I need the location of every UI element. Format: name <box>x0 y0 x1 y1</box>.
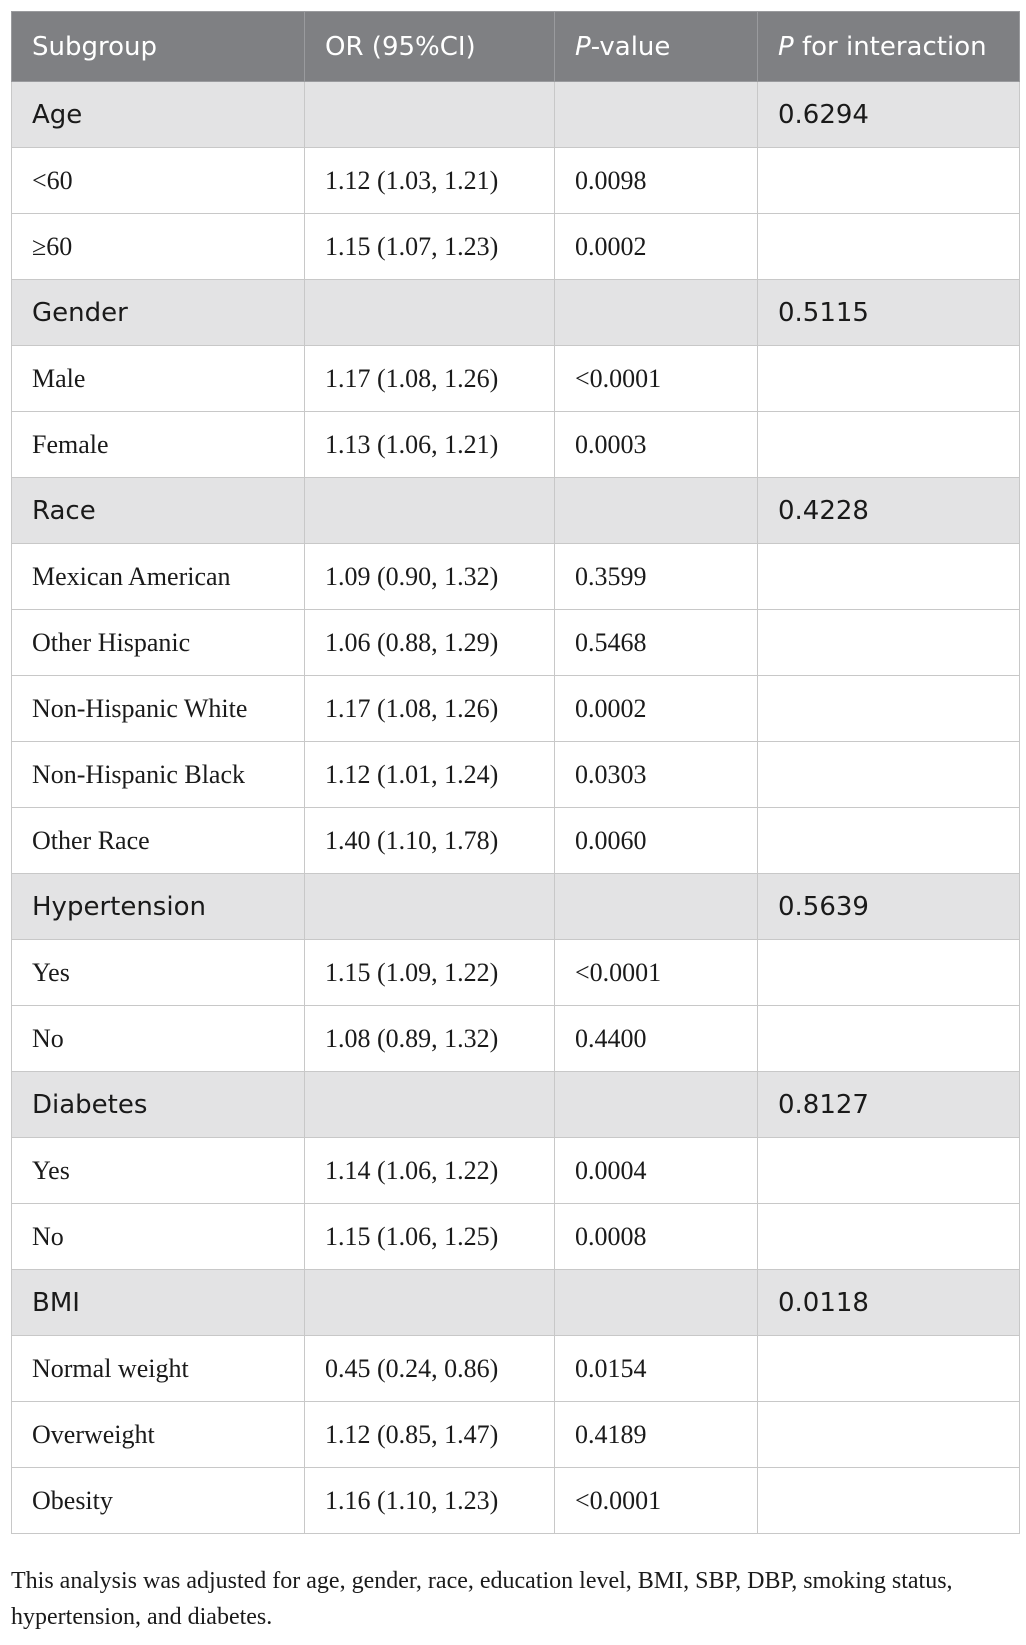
p-interaction-cell <box>758 1138 1020 1204</box>
subgroup-label-cell: Other Hispanic <box>12 610 305 676</box>
or-ci-cell: 1.15 (1.09, 1.22) <box>305 940 555 1006</box>
header-p-value-rest: -value <box>590 31 671 62</box>
group-row-diabetes <box>12 1072 1020 1138</box>
group-or-ci-cell <box>305 1270 555 1336</box>
subgroup-label-cell: Female <box>12 412 305 478</box>
subgroup-label-cell: No <box>12 1204 305 1270</box>
or-ci-cell: 1.06 (0.88, 1.29) <box>305 610 555 676</box>
group-or-ci-cell <box>305 1072 555 1138</box>
p-interaction-cell <box>758 346 1020 412</box>
or-ci-cell: 1.12 (1.01, 1.24) <box>305 742 555 808</box>
subgroup-label-cell: Non-Hispanic Black <box>12 742 305 808</box>
header-p-value-italic: P <box>575 31 591 62</box>
group-p-interaction-cell: 0.6294 <box>758 82 1020 148</box>
or-ci-cell: 1.13 (1.06, 1.21) <box>305 412 555 478</box>
p-interaction-cell <box>758 1468 1020 1534</box>
group-row-gender <box>12 280 1020 346</box>
or-ci-cell: 1.17 (1.08, 1.26) <box>305 676 555 742</box>
or-ci-cell: 1.15 (1.07, 1.23) <box>305 214 555 280</box>
table-header <box>12 12 1020 82</box>
group-p-value-cell <box>555 478 758 544</box>
header-row <box>12 12 1020 82</box>
group-name-cell: Hypertension <box>12 874 305 940</box>
p-interaction-cell <box>758 544 1020 610</box>
group-p-interaction-cell: 0.5115 <box>758 280 1020 346</box>
group-p-value-cell <box>555 82 758 148</box>
or-ci-cell: 1.16 (1.10, 1.23) <box>305 1468 555 1534</box>
p-value-cell: 0.0008 <box>555 1204 758 1270</box>
p-interaction-cell <box>758 742 1020 808</box>
group-or-ci-cell <box>305 478 555 544</box>
or-ci-cell: 1.40 (1.10, 1.78) <box>305 808 555 874</box>
table-row <box>12 610 1020 676</box>
p-value-cell: <0.0001 <box>555 346 758 412</box>
p-interaction-cell <box>758 610 1020 676</box>
group-name-cell: Age <box>12 82 305 148</box>
table-row <box>12 940 1020 1006</box>
group-p-interaction-cell: 0.0118 <box>758 1270 1020 1336</box>
p-interaction-cell <box>758 1402 1020 1468</box>
group-row-race <box>12 478 1020 544</box>
p-interaction-cell <box>758 676 1020 742</box>
table-row <box>12 808 1020 874</box>
group-or-ci-cell <box>305 874 555 940</box>
table-body <box>12 82 1020 1534</box>
table-row <box>12 544 1020 610</box>
or-ci-cell: 1.15 (1.06, 1.25) <box>305 1204 555 1270</box>
subgroup-label-cell: Other Race <box>12 808 305 874</box>
or-ci-cell: 1.17 (1.08, 1.26) <box>305 346 555 412</box>
table-row <box>12 412 1020 478</box>
table-row <box>12 214 1020 280</box>
p-value-cell: 0.0060 <box>555 808 758 874</box>
p-value-cell: 0.0303 <box>555 742 758 808</box>
table-row <box>12 1204 1020 1270</box>
header-or-ci: OR (95%CI) <box>305 12 555 82</box>
subgroup-label-cell: Non-Hispanic White <box>12 676 305 742</box>
subgroup-analysis-table <box>11 11 1020 1534</box>
p-interaction-cell <box>758 1006 1020 1072</box>
p-value-cell: <0.0001 <box>555 940 758 1006</box>
subgroup-label-cell: ≥60 <box>12 214 305 280</box>
subgroup-label-cell: Overweight <box>12 1402 305 1468</box>
subgroup-label-cell: Normal weight <box>12 1336 305 1402</box>
p-interaction-cell <box>758 940 1020 1006</box>
table-row <box>12 1468 1020 1534</box>
group-p-value-cell <box>555 280 758 346</box>
p-value-cell: 0.0004 <box>555 1138 758 1204</box>
or-ci-cell: 0.45 (0.24, 0.86) <box>305 1336 555 1402</box>
table-row <box>12 676 1020 742</box>
group-name-cell: Race <box>12 478 305 544</box>
group-name-cell: Diabetes <box>12 1072 305 1138</box>
p-value-cell: 0.0154 <box>555 1336 758 1402</box>
p-interaction-cell <box>758 412 1020 478</box>
group-name-cell: Gender <box>12 280 305 346</box>
header-p-interaction <box>758 12 1020 82</box>
p-interaction-cell <box>758 148 1020 214</box>
table-row <box>12 1138 1020 1204</box>
or-ci-cell: 1.08 (0.89, 1.32) <box>305 1006 555 1072</box>
header-p-interaction-italic: P <box>778 31 794 62</box>
or-ci-cell: 1.14 (1.06, 1.22) <box>305 1138 555 1204</box>
p-value-cell: 0.0003 <box>555 412 758 478</box>
or-ci-cell: 1.12 (1.03, 1.21) <box>305 148 555 214</box>
table-row <box>12 742 1020 808</box>
group-row-age <box>12 82 1020 148</box>
header-p-interaction-rest: for interaction <box>793 31 987 62</box>
p-value-cell: 0.4189 <box>555 1402 758 1468</box>
header-subgroup: Subgroup <box>12 12 305 82</box>
subgroup-label-cell: Yes <box>12 940 305 1006</box>
subgroup-label-cell: <60 <box>12 148 305 214</box>
p-interaction-cell <box>758 1336 1020 1402</box>
group-row-bmi <box>12 1270 1020 1336</box>
p-value-cell: 0.3599 <box>555 544 758 610</box>
group-p-value-cell <box>555 1072 758 1138</box>
group-p-interaction-cell: 0.8127 <box>758 1072 1020 1138</box>
subgroup-label-cell: Male <box>12 346 305 412</box>
group-p-value-cell <box>555 1270 758 1336</box>
table-row <box>12 346 1020 412</box>
p-value-cell: <0.0001 <box>555 1468 758 1534</box>
p-value-cell: 0.4400 <box>555 1006 758 1072</box>
subgroup-label-cell: Yes <box>12 1138 305 1204</box>
table-row <box>12 1336 1020 1402</box>
subgroup-label-cell: Obesity <box>12 1468 305 1534</box>
table-row <box>12 1402 1020 1468</box>
group-p-value-cell <box>555 874 758 940</box>
or-ci-cell: 1.12 (0.85, 1.47) <box>305 1402 555 1468</box>
header-p-value <box>555 12 758 82</box>
table-footnote: This analysis was adjusted for age, gender, race, education level, BMI, SBP, DBP, smoking status, hypertension, and diabetes. <box>11 1568 953 1630</box>
p-value-cell: 0.5468 <box>555 610 758 676</box>
p-interaction-cell <box>758 1204 1020 1270</box>
subgroup-table-container <box>11 11 1019 1534</box>
group-or-ci-cell <box>305 280 555 346</box>
or-ci-cell: 1.09 (0.90, 1.32) <box>305 544 555 610</box>
group-name-cell: BMI <box>12 1270 305 1336</box>
group-p-interaction-cell: 0.5639 <box>758 874 1020 940</box>
group-p-interaction-cell: 0.4228 <box>758 478 1020 544</box>
table-row <box>12 148 1020 214</box>
subgroup-label-cell: No <box>12 1006 305 1072</box>
p-interaction-cell <box>758 808 1020 874</box>
table-row <box>12 1006 1020 1072</box>
p-value-cell: 0.0002 <box>555 676 758 742</box>
group-or-ci-cell <box>305 82 555 148</box>
p-interaction-cell <box>758 214 1020 280</box>
group-row-hypertension <box>12 874 1020 940</box>
p-value-cell: 0.0098 <box>555 148 758 214</box>
subgroup-label-cell: Mexican American <box>12 544 305 610</box>
p-value-cell: 0.0002 <box>555 214 758 280</box>
